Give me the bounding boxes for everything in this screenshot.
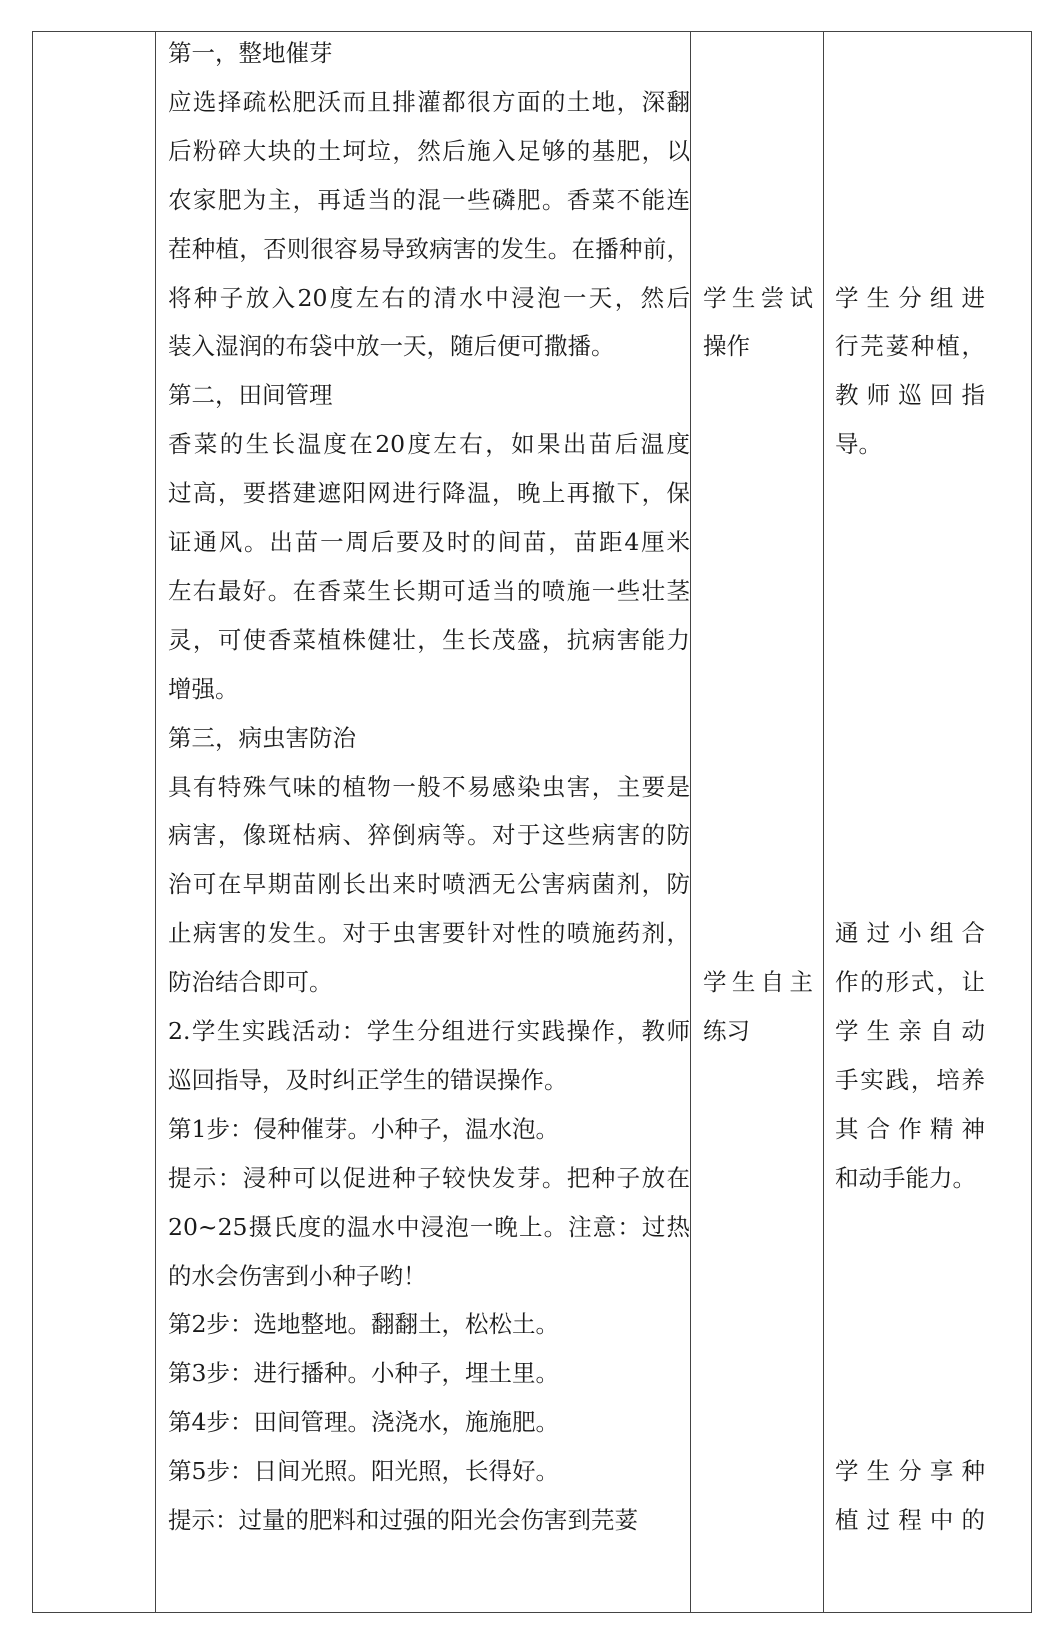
design-intent-line: 其合作精神 [835, 1114, 985, 1143]
content-line: 装入湿润的布袋中放一天，随后便可撒播。 [168, 332, 615, 361]
content-line: 茬种植，否则很容易导致病害的发生。在播种前， [168, 234, 690, 263]
content-line: 第2步：选地整地。翻翻土，松松土。 [168, 1310, 559, 1339]
content-line: 病害，像斑枯病、猝倒病等。对于这些病害的防 [168, 821, 690, 850]
content-line: 香菜的生长温度在20度左右，如果出苗后温度 [168, 430, 690, 459]
content-line: 后粉碎大块的土坷垃，然后施入足够的基肥，以 [168, 136, 690, 165]
content-line: 2.学生实践活动：学生分组进行实践操作，教师 [168, 1017, 690, 1045]
student-activity-line: 操作 [703, 332, 750, 361]
design-intent-line: 植过程中的 [835, 1506, 985, 1534]
content-line: 提示：过量的肥料和过强的阳光会伤害到芫荽 [168, 1506, 638, 1534]
design-intent-line: 教师巡回指 [835, 381, 985, 410]
content-line: 过高，要搭建遮阳网进行降温，晚上再撤下，保 [168, 479, 690, 508]
content-line: 的水会伤害到小种子哟！ [168, 1261, 427, 1290]
design-intent-line: 导。 [835, 430, 882, 459]
column-divider [155, 32, 156, 1612]
design-intent-line: 学生亲自动 [835, 1017, 985, 1045]
content-line: 第3步：进行播种。小种子，埋土里。 [168, 1359, 559, 1388]
student-activity-cell [703, 32, 823, 1612]
content-line: 巡回指导，及时纠正学生的错误操作。 [168, 1065, 568, 1094]
design-intent-line: 作的形式，让 [835, 968, 985, 997]
design-intent-line: 学生分享种 [835, 1457, 985, 1486]
content-line: 左右最好。在香菜生长期可适当的喷施一些壮茎 [168, 576, 690, 605]
content-line: 应选择疏松肥沃而且排灌都很方面的土地，深翻 [168, 87, 690, 116]
content-line: 第4步：田间管理。浇浇水，施施肥。 [168, 1408, 559, 1437]
student-activity-line: 学生尝试 [703, 283, 813, 312]
content-line: 提示：浸种可以促进种子较快发芽。把种子放在 [168, 1163, 690, 1192]
content-line: 农家肥为主，再适当的混一些磷肥。香菜不能连 [168, 185, 690, 214]
content-line: 第一，整地催芽 [168, 39, 333, 67]
design-intent-line: 行芫荽种植， [835, 332, 985, 361]
content-line: 第二，田间管理 [168, 381, 333, 410]
content-line: 第5步：日间光照。阳光照，长得好。 [168, 1457, 559, 1486]
column-divider [823, 32, 824, 1612]
design-intent-cell [835, 32, 1000, 1612]
content-line: 止病害的发生。对于虫害要针对性的喷施药剂， [168, 919, 690, 948]
content-line: 20~25摄氏度的温水中浸泡一晚上。注意：过热 [168, 1212, 690, 1241]
design-intent-line: 和动手能力。 [835, 1163, 976, 1192]
lesson-table [32, 31, 1032, 1613]
design-intent-line: 手实践，培养 [835, 1065, 985, 1094]
content-line: 证通风。出苗一周后要及时的间苗，苗距4厘米 [168, 528, 690, 556]
design-intent-line: 通过小组合 [835, 919, 985, 948]
content-line: 第三，病虫害防治 [168, 723, 356, 752]
content-line: 第1步：侵种催芽。小种子，温水泡。 [168, 1114, 559, 1143]
design-intent-line: 学生分组进 [835, 283, 985, 312]
content-line: 增强。 [168, 674, 239, 703]
content-line: 防治结合即可。 [168, 968, 333, 997]
student-activity-line: 学生自主 [703, 968, 813, 997]
first-column-cell [33, 32, 155, 1612]
content-line: 将种子放入20度左右的清水中浸泡一天，然后 [168, 283, 690, 312]
student-activity-line: 练习 [703, 1017, 750, 1045]
content-line: 治可在早期苗刚长出来时喷洒无公害病菌剂，防 [168, 870, 690, 899]
content-line: 灵，可使香菜植株健壮，生长茂盛，抗病害能力 [168, 625, 690, 654]
content-line: 具有特殊气味的植物一般不易感染虫害，主要是 [168, 772, 690, 801]
teaching-content-cell [168, 32, 698, 1612]
